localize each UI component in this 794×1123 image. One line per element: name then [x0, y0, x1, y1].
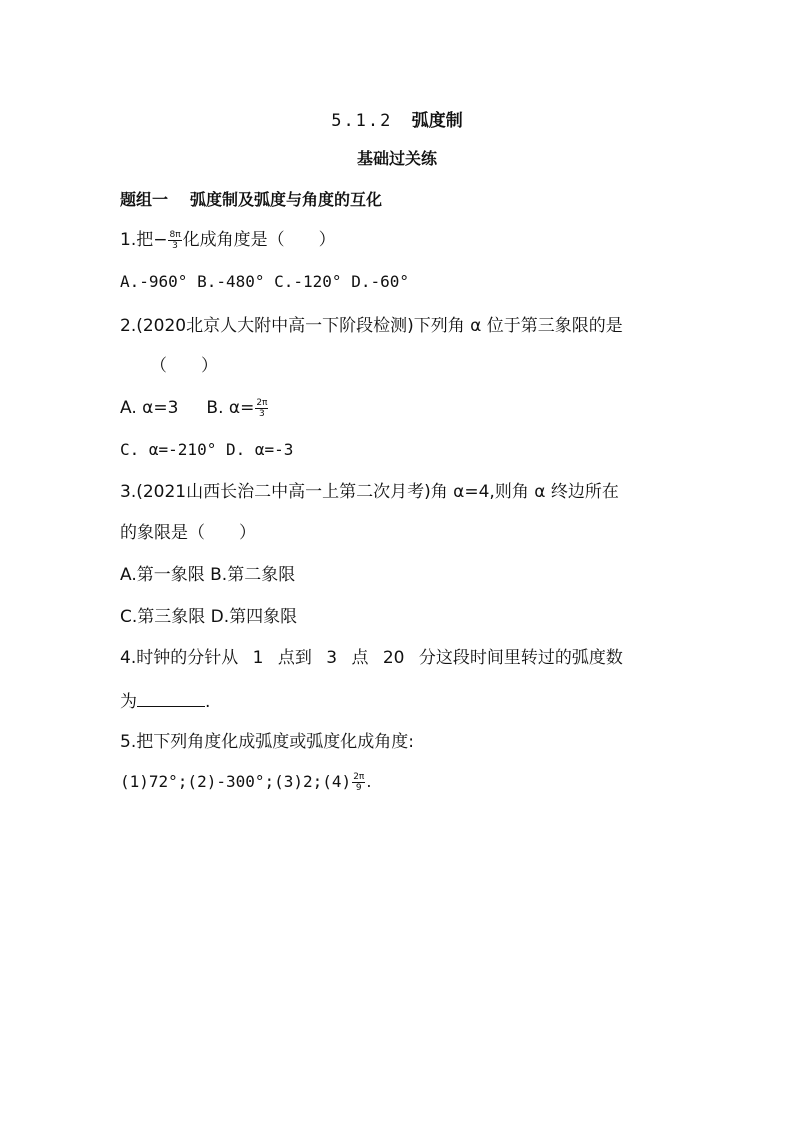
question-2-options-cd: C. α=-210° D. α=-3 [120, 440, 294, 459]
question-1-prefix: 1.把− [120, 230, 168, 250]
section-number: 5.1.2 [331, 111, 393, 131]
question-4-prefix: 为 [120, 692, 137, 712]
question-3-stem-line2: 的象限是（ ） [120, 523, 256, 543]
question-2-option-b-prefix: B. α= [206, 398, 255, 418]
question-3-options-ab: A.第一象限 B.第二象限 [120, 565, 296, 585]
question-2-options-ab [120, 396, 269, 420]
question-1-stem [120, 228, 336, 252]
question-5-items-prefix: (1)72°;(2)-300°;(3)2;(4) [120, 772, 352, 791]
question-4-stem-line1: 4.时钟的分针从 1 点到 3 点 20 分这段时间里转过的弧度数 [120, 648, 623, 668]
question-1-fraction: $\frac{8\pi}{3}$ [169, 229, 181, 251]
question-2-stem: 2.(2020北京人大附中高一下阶段检测)下列角 α 位于第三象限的是 [120, 316, 623, 336]
question-3-stem-line1: 3.(2021山西长治二中高一上第二次月考)角 α=4,则角 α 终边所在 [120, 482, 619, 502]
question-5-items-suffix: . [366, 772, 372, 791]
question-5-items [120, 770, 371, 794]
exercise-subtitle: 基础过关练 [356, 149, 437, 168]
question-1-options: A.-960° B.-480° C.-120° D.-60° [120, 272, 409, 291]
question-4-stem-line2 [120, 688, 210, 714]
question-5-fraction: $\frac{2\pi}{9}$ [353, 772, 365, 793]
group-text: 弧度制及弧度与角度的互化 [190, 190, 383, 209]
question-3-options-cd: C.第三象限 D.第四象限 [120, 607, 298, 627]
question-2-answer-paren: （ ） [150, 356, 218, 376]
question-2-option-a: A. α=3 [120, 398, 179, 418]
section-title: 弧度制 [411, 111, 463, 131]
question-2-option-b-fraction: $\frac{2\pi}{3}$ [256, 397, 268, 419]
question-4-suffix: . [205, 692, 211, 712]
answer-blank[interactable] [137, 688, 205, 707]
question-1-suffix: 化成角度是（ ） [182, 230, 336, 250]
group-label: 题组一 [120, 190, 169, 209]
group-heading [120, 188, 382, 212]
question-5-stem: 5.把下列角度化成弧度或弧度化成角度: [120, 732, 414, 752]
section-heading [0, 106, 794, 131]
